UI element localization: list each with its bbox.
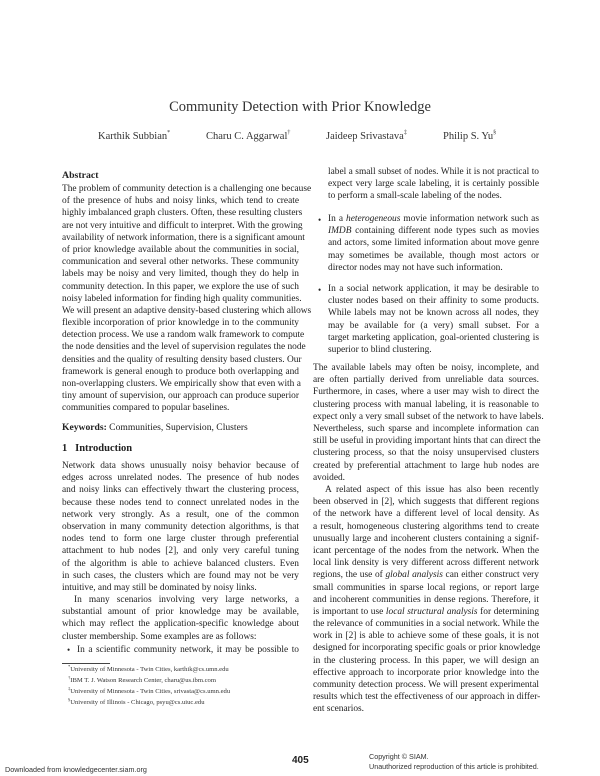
emphasis-text: IMDB <box>328 226 352 237</box>
text-line: because these nodes tend to connect unrelated nodes in the <box>62 497 299 508</box>
text-line: In a social network application, it may be desirable to <box>328 284 539 294</box>
text-line: clustering process with manual labeling, it is reasonable to <box>313 399 539 410</box>
text-line: nodes tend to form one large cluster through preferential <box>62 534 299 545</box>
text-line <box>313 606 539 618</box>
text-segment: In a <box>328 214 347 224</box>
text-line: cluster nodes based on their affinity to some products. <box>328 296 539 307</box>
text-line: are not very intuitive and difficult to interpret. With the growing <box>62 220 303 231</box>
text-line: expect only a very small subset of the network to have labels. <box>313 411 544 422</box>
text-line: network very strongly. As a result, one of the common <box>62 509 299 520</box>
download-source: Downloaded from knowledgecenter.siam.org <box>5 765 147 774</box>
text-line: unusually large and incoherent clusters containing a signif- <box>313 533 539 544</box>
text-line <box>328 225 539 237</box>
text-line: of the presence of hubs and noisy links, which tend to create <box>62 196 299 207</box>
section-heading <box>62 443 132 454</box>
text-line: A related aspect of this issue has also been recently <box>325 485 539 495</box>
footnote <box>68 686 230 695</box>
text-line: small communities in sparse local regions, or report large <box>313 582 539 593</box>
text-segment: for determining <box>477 606 540 617</box>
section-number: 1 <box>62 443 68 454</box>
text-line: In a scientific community network, it may be possible to <box>77 645 299 655</box>
author-name: Jaideep Srivastava <box>326 131 404 142</box>
footnote-text: University of Minnesota - Twin Cities, karthik@cs.umn.edu <box>70 666 229 673</box>
bullet-icon: • <box>318 285 322 295</box>
text-segment: regions, the use of <box>313 570 386 581</box>
text-line: cluster membership. Some examples are as follows: <box>62 631 257 642</box>
author-mark: * <box>167 130 171 136</box>
author <box>98 130 170 142</box>
text-line: clustering process, so that the noisy unsupervised clusters <box>313 448 539 459</box>
author <box>206 130 290 142</box>
text-line: non-overlapping clusters. We empirically show that even with a <box>62 379 301 389</box>
text-line: communities compared to popular baselines. <box>62 403 230 414</box>
text-line <box>328 213 539 225</box>
text-segment: movie information network such as <box>400 214 539 224</box>
text-line: are often partially derived from unreliable data sources. <box>313 375 539 386</box>
footnote-text: University of Minnesota - Twin Cities, srivasta@cs.umn.edu <box>70 688 231 695</box>
text-line: local link density is very different across different network <box>313 558 539 569</box>
author-mark: § <box>493 130 497 136</box>
text-segment: can either construct very <box>442 570 539 581</box>
text-line: community detection. In this paper, we explore the use of such <box>62 281 299 292</box>
text-line: designed for incorporating specific goals or prior knowledge <box>313 643 541 654</box>
text-line: detection process. We use a random walk framework to compute <box>62 330 305 341</box>
text-line <box>313 569 539 581</box>
text-line: expect very large scale labeling, it is certainly possible <box>328 179 539 190</box>
text-line: to perform a small-scale labeling of the nodes. <box>328 191 502 202</box>
text-line: may sometimes be available, though most actors or <box>328 250 539 261</box>
text-line: the node densities and the level of supervision regulates the node <box>62 342 306 353</box>
text-line: effective approach to incorporate prior knowledge into the <box>313 667 539 678</box>
author-name: Philip S. Yu <box>443 131 494 142</box>
intro-paragraph-1 <box>62 460 299 594</box>
text-line: We will present an adaptive density-based clustering which allows <box>62 305 312 316</box>
keywords-label: Keywords: <box>62 422 107 433</box>
text-line: in the clustering process. In this paper, we will design an <box>313 655 539 666</box>
right-paragraph-2 <box>313 484 539 716</box>
section-title: Introduction <box>75 443 133 454</box>
author <box>443 130 496 142</box>
intro-paragraph-2 <box>62 594 299 643</box>
copyright-warning: Unauthorized reproduction of this article is prohibited. <box>369 762 539 771</box>
bullet-2 <box>328 213 539 274</box>
text-line: of prior knowledge available about the communities in social, <box>62 244 299 255</box>
text-line: The available labels may often be noisy, incomplete, and <box>313 363 539 373</box>
text-line: in such cases, the clusters which are found may not be very <box>62 570 299 581</box>
text-line: densities and the quality of resulting density based clusters. Our <box>62 354 302 365</box>
text-line: director nodes may not have such information. <box>328 262 503 273</box>
text-line: In many scenarios involving very large networks, a <box>74 595 299 605</box>
author-mark: † <box>287 130 291 136</box>
text-line: communication and several other networks. These community <box>62 257 299 268</box>
text-line: the relevance of communities in a social network. While the <box>313 619 539 630</box>
text-line: noisy labeled information for finding high quality communities. <box>62 293 302 304</box>
keywords <box>62 422 248 433</box>
footnote-mark: * <box>68 664 71 669</box>
text-line: tiny amount of supervision, our approach can produce superior <box>62 391 299 402</box>
bullet-1-continued <box>328 166 539 203</box>
text-line: Furthermore, in cases, where a user may wish to direct the <box>313 387 539 398</box>
text-line: and noisy links can effectively thwart the clustering process, <box>62 485 299 496</box>
emphasis-text: heterogeneous <box>346 214 401 224</box>
text-line: observation in many community detection algorithms, is that <box>62 521 299 532</box>
copyright-notice: Copyright © SIAM. <box>369 752 429 761</box>
page-number: 405 <box>292 755 309 766</box>
text-line: intuitive, and may still be dominated by noisy links. <box>62 582 257 593</box>
text-line: created by preferential attachment to large hub nodes are <box>313 460 539 471</box>
text-line: substantial amount of prior knowledge may be available, <box>62 607 299 618</box>
text-line: avoided. <box>313 472 346 483</box>
abstract-body <box>62 183 312 415</box>
bullet-3 <box>328 283 539 356</box>
bullet-icon: • <box>318 215 322 225</box>
text-line: and actors, some limited information about move genre <box>328 238 539 249</box>
text-line: been observed in [2], which suggests that different regions <box>313 497 539 508</box>
text-line: target marketing application, goal-oriented clustering is <box>328 332 539 343</box>
text-line: may be available for (a very) small subset. For a <box>328 320 539 331</box>
text-line: labels may be noisy and very limited, though they do help in <box>62 269 299 280</box>
footnote-mark: § <box>68 697 71 702</box>
text-segment: containing different node types such as movies <box>351 226 539 237</box>
author <box>326 130 407 142</box>
text-line: availability of network information, there is a significant amount <box>62 232 305 243</box>
text-line: ent scenarios. <box>313 704 365 715</box>
paper-title: Community Detection with Prior Knowledge <box>169 99 431 115</box>
text-line: label a small subset of nodes. While it is not practical to <box>328 167 539 177</box>
text-line: highly imbalanced graph clusters. Often, these resulting clusters <box>62 208 303 219</box>
text-line: community detection process. We will present experimental <box>313 680 539 690</box>
bullet-icon: • <box>67 645 71 655</box>
text-line: a result, homogeneous clustering algorithms tend to create <box>313 521 539 532</box>
footnote-mark: † <box>68 675 71 680</box>
text-line: flexible incorporation of prior knowledge in to the community <box>62 318 299 329</box>
footnote <box>68 675 216 684</box>
author-name: Karthik Subbian <box>98 131 168 142</box>
text-line: which may reflect the application-specific knowledge about <box>62 619 299 630</box>
bullet-1-start <box>77 644 299 656</box>
text-line: Network data shows unusually noisy behavior because of <box>62 461 299 471</box>
text-line: of the network have a different level of local density. As <box>313 509 539 520</box>
text-line: of the algorithm is able to achieve balanced clusters. Even <box>62 558 299 569</box>
text-line: still be useful in providing important hints that can direct the <box>313 436 541 447</box>
emphasis-text: global analysis <box>385 570 443 581</box>
text-line: attachment to hub nodes [2], and only very careful tuning <box>62 546 299 557</box>
text-line: superior to blind clustering. <box>328 344 432 355</box>
text-line: edges across unrelated nodes. The presence of hub nodes <box>62 473 299 484</box>
footnote-text: IBM T. J. Watson Research Center, charu@us.ibm.com <box>70 677 216 684</box>
text-line: results which test the effectiveness of our approach in differ- <box>313 692 541 703</box>
keywords-value: Communities, Supervision, Clusters <box>109 422 248 433</box>
author-mark: ‡ <box>403 130 407 136</box>
text-segment: is important to use <box>313 606 386 617</box>
footnote-text: University of Illinois - Chicago, psyu@cs.uiuc.edu <box>70 699 205 706</box>
text-line: While labels may not be known across all nodes, they <box>328 308 539 319</box>
footnote-mark: ‡ <box>68 686 71 691</box>
text-line: and incoherent communities in dense regions. Therefore, it <box>313 594 539 605</box>
abstract-heading: Abstract <box>62 170 99 181</box>
text-line: work in [2] is able to achieve some of these goals, it is not <box>313 631 539 642</box>
right-paragraph-1 <box>313 362 544 484</box>
author-name: Charu C. Aggarwal <box>206 131 288 142</box>
emphasis-text: local structural analysis <box>385 606 478 617</box>
footnote <box>68 664 229 673</box>
text-line: Nevertheless, such sparse and incomplete information can <box>313 423 539 434</box>
text-line: icant percentage of the nodes from the network. When the <box>313 545 539 556</box>
text-line: framework is general enough to produce both overlapping and <box>62 366 299 377</box>
footnote <box>68 697 205 706</box>
text-line: The problem of community detection is a challenging one because <box>62 184 312 194</box>
